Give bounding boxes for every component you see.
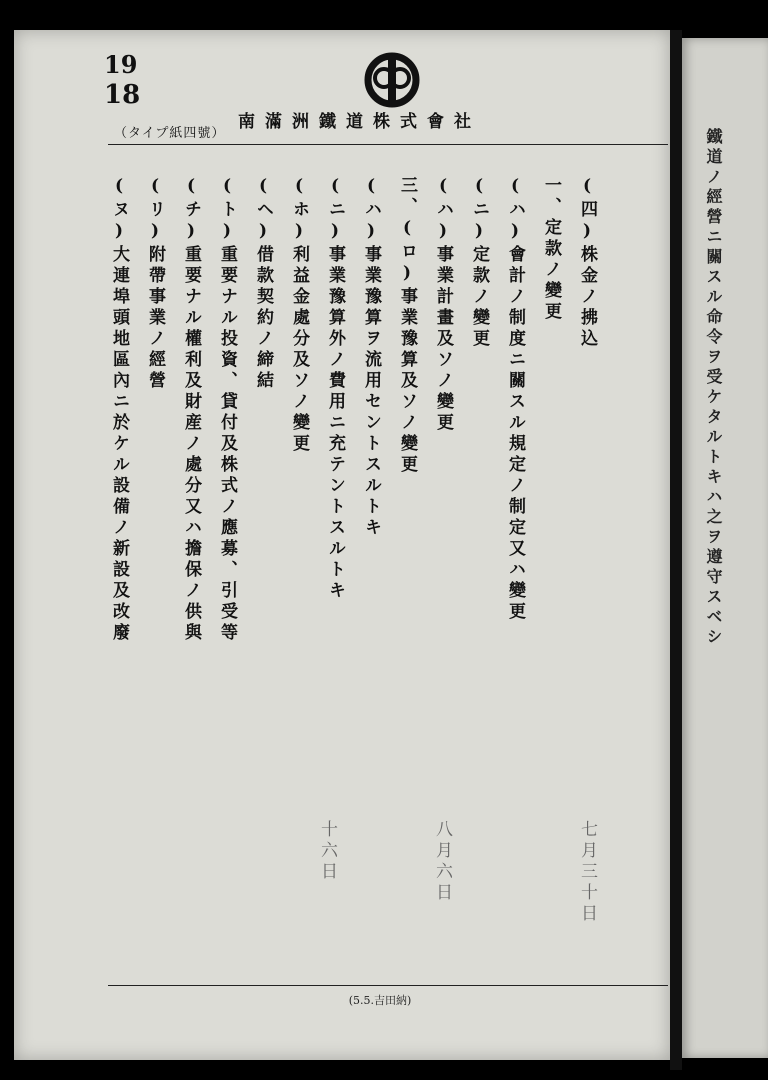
page-fold — [670, 30, 682, 1070]
text-column: (ニ)事業豫算外ノ費用ニ充テントスルトキ — [325, 176, 345, 602]
page-number: 18 — [104, 80, 141, 110]
text-column: (ヘ)借款契約ノ締結 — [253, 176, 273, 392]
faint-text-column: 十六日 — [317, 820, 337, 883]
text-column: 一、定款ノ變更 — [541, 176, 561, 323]
text-column: (ホ)利益金處分及ソノ變更 — [289, 176, 309, 455]
faint-text-column: 八月六日 — [432, 820, 452, 904]
text-column: (ヌ)大連埠頭地區內ニ於ケル設備ノ新設及改廢 — [109, 176, 129, 644]
paper-type-label: （タイプ紙四號） — [114, 126, 226, 141]
text-column: (ニ)定款ノ變更 — [469, 176, 489, 350]
text-column: (ハ)事業豫算ヲ流用セントスルトキ — [361, 176, 381, 539]
text-column: 三、(ロ)事業豫算及ソノ變更 — [397, 176, 417, 476]
company-name: 南滿洲鐵道株式會社 — [238, 112, 481, 132]
header-rule — [108, 144, 668, 145]
text-column: (ハ)會計ノ制度ニ關スル規定ノ制定又ハ變更 — [505, 176, 525, 623]
text-column: (四)株金ノ拂込 — [577, 176, 597, 350]
adjacent-page-text: 鐵道ノ經營ニ關スル命令ヲ受ケタルトキハ之ヲ遵守スベシ — [704, 128, 723, 648]
adjacent-page-strip — [682, 38, 768, 1058]
faint-text-column: 七月三十日 — [577, 820, 597, 925]
mantetsu-emblem-icon — [364, 52, 420, 108]
footer-mark: (5.5.吉田納) — [348, 994, 412, 1007]
text-column: (ハ)事業計畫及ソノ變更 — [433, 176, 453, 434]
text-column: (チ)重要ナル權利及財産ノ處分又ハ擔保ノ供與 — [181, 176, 201, 644]
text-column: (ト)重要ナル投資、貸付及株式ノ應募、引受等 — [217, 176, 237, 644]
page-number-top: 19 — [104, 50, 138, 79]
footer-rule — [108, 985, 668, 986]
text-column: (リ)附帶事業ノ經營 — [145, 176, 165, 392]
